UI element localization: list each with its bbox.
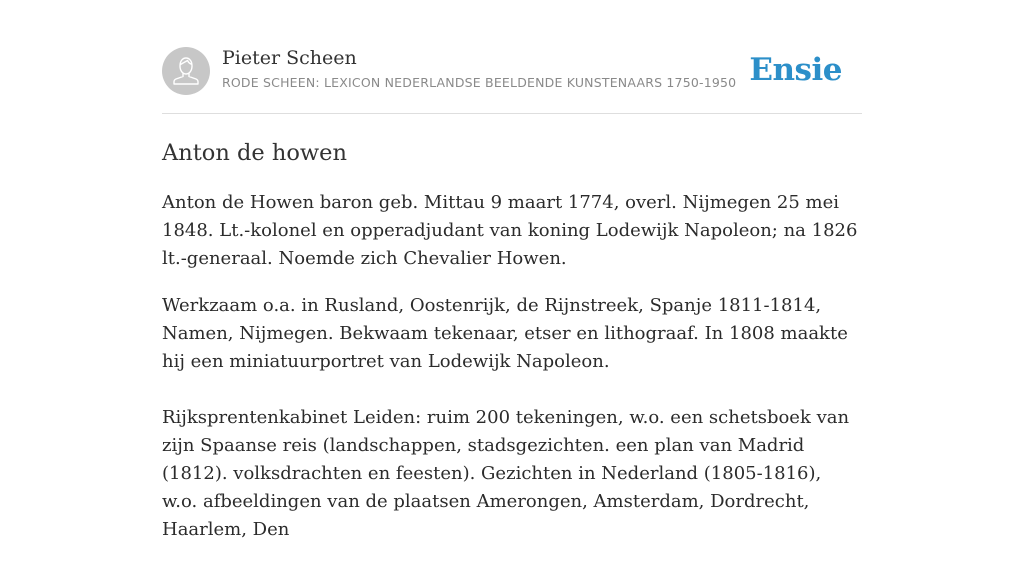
source-title[interactable]: RODE SCHEEN: LEXICON NEDERLANDSE BEELDENDE KUNSTENAARS 1750-1950	[222, 75, 737, 90]
article-paragraph: Rijksprentenkabinet Leiden: ruim 200 tekeningen, w.o. een schetsboek van zijn Spaanse reis (landschappen, stadsgezichten. een plan van Madrid (1812). volksdrachten en feesten). Gezichten in Nederland (1805-1816), w.o. afbeeldingen van de plaatsen Amerongen, Amsterdam, Dordrecht, Haarlem, Den	[162, 407, 850, 540]
article-body	[162, 189, 862, 563]
article-paragraph: Werkzaam o.a. in Rusland, Oostenrijk, de Rijnstreek, Spanje 1811-1814, Namen, Nijmegen. Bekwaam tekenaar, etser en lithograaf. In 1808 maakte hij een miniatuurportret van Lodewijk Napoleon.	[162, 295, 848, 372]
article-title: Anton de howen	[162, 140, 347, 166]
page	[162, 0, 862, 540]
author-name[interactable]: Pieter Scheen	[222, 47, 357, 69]
article-header	[162, 0, 862, 114]
user-icon	[162, 47, 210, 95]
brand-logo[interactable]: Ensie	[749, 52, 842, 88]
avatar[interactable]	[162, 47, 210, 95]
article-paragraph: Anton de Howen baron geb. Mittau 9 maart 1774, overl. Nijmegen 25 mei 1848. Lt.-kolonel en opperadjudant van koning Lodewijk Napoleon; na 1826 lt.-generaal. Noemde zich Chevalier Howen.	[162, 192, 858, 269]
